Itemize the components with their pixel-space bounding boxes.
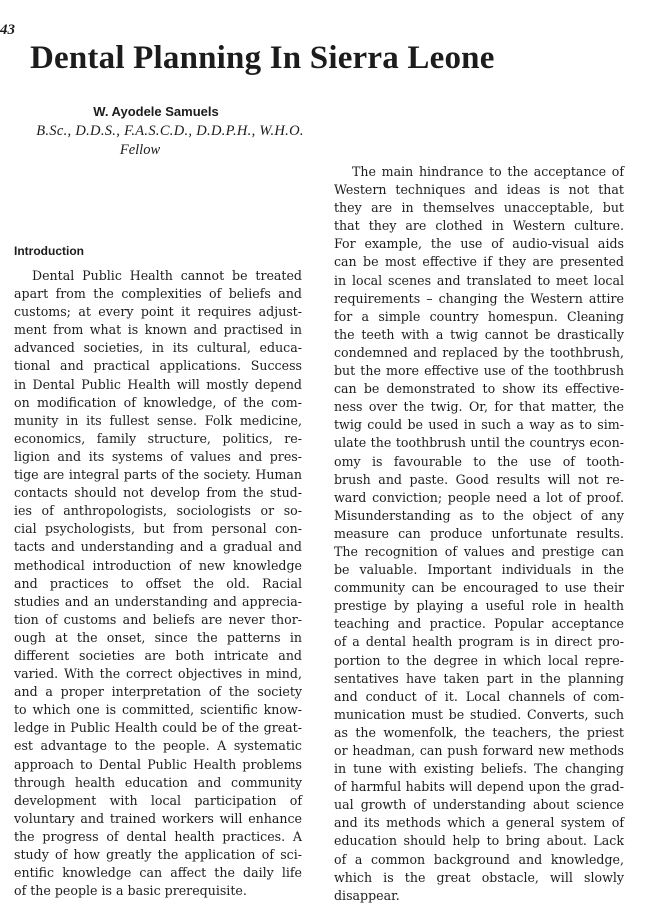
- text-line: munication must be studied. Converts, such: [334, 706, 624, 722]
- text-line: ledge in Public Health could be of the great-: [14, 720, 302, 736]
- text-line: entific knowledge can affect the daily life: [14, 865, 302, 881]
- text-line: ual growth of understanding about science: [334, 797, 624, 813]
- text-line: community can be encouraged to use their: [334, 580, 624, 596]
- text-line: voluntary and trained workers will enhance: [14, 810, 302, 826]
- text-line: customs; at every point it requires adjust-: [14, 304, 302, 320]
- text-line: sentatives have taken part in the planning: [334, 670, 624, 686]
- right-column: [334, 163, 624, 905]
- text-line: that they are clothed in Western culture.: [334, 218, 624, 234]
- text-line: can be most effective if they are presented: [334, 254, 624, 270]
- text-line: tional and practical applications. Success: [14, 358, 302, 374]
- text-line: which is the great obstacle, will slowly: [334, 869, 624, 885]
- text-line: methodical introduction of new knowledge: [14, 557, 302, 573]
- author-fellow: Fellow: [119, 142, 161, 158]
- text-line: Western techniques and ideas is not that: [334, 182, 624, 198]
- text-line: For example, the use of audio-visual aids: [334, 236, 624, 252]
- text-line: brush and paste. Good results will not re-: [334, 471, 624, 487]
- text-line: portion to the degree in which local repre-: [334, 652, 624, 668]
- text-line: omy is favourable to the use of tooth-: [334, 453, 624, 469]
- author-name: W. Ayodele Samuels: [93, 104, 219, 119]
- text-line: on modification of knowledge, of the com-: [14, 394, 302, 410]
- text-line: of a common background and knowledge,: [334, 851, 624, 867]
- text-line: be valuable. Important individuals in the: [334, 562, 624, 578]
- text-line: ness over the twig. Or, for that matter, the: [334, 399, 624, 415]
- text-line: Dental Public Health cannot be treated: [32, 268, 302, 283]
- text-line: of harmful habits will depend upon the grad-: [334, 779, 624, 795]
- text-line: ulate the toothbrush until the countrys econ-: [334, 435, 624, 451]
- text-line: cial psychologists, but from personal con-: [14, 521, 302, 537]
- text-line: est advantage to the people. A systematic: [14, 738, 302, 754]
- author-credentials: B.Sc., D.D.S., F.A.S.C.D., D.D.P.H., W.H.O.: [36, 123, 304, 139]
- text-line: of the people is a basic prerequisite.: [14, 883, 247, 899]
- text-line: ligion and its systems of values and pres-: [14, 448, 302, 464]
- text-line: advanced societies, in its cultural, educa-: [14, 340, 302, 356]
- text-line: and practices to offset the old. Racial: [14, 575, 302, 591]
- text-line: the teeth with a twig cannot be drastically: [334, 326, 624, 342]
- left-column: [14, 267, 302, 900]
- text-line: different societies are both intricate and: [14, 647, 302, 663]
- text-line: can be demonstrated to show its effective-: [334, 381, 624, 397]
- text-line: condemned and replaced by the toothbrush,: [334, 344, 624, 360]
- text-line: twig could be used in such a way as to sim-: [334, 417, 624, 433]
- text-line: ward conviction; people need a lot of proof.: [334, 489, 624, 505]
- text-line: in local scenes and translated to meet local: [334, 272, 624, 288]
- text-line: The main hindrance to the acceptance of: [352, 164, 624, 179]
- text-line: study of how greatly the application of sci-: [14, 847, 302, 862]
- text-line: munity in its fullest sense. Folk medicine,: [14, 412, 302, 428]
- text-line: tacts and understanding and a gradual and: [14, 539, 302, 555]
- article-title: Dental Planning In Sierra Leone: [30, 40, 495, 76]
- text-line: as the womenfolk, the teachers, the priest: [334, 724, 624, 740]
- text-line: through health education and community: [14, 774, 302, 790]
- text-line: disappear.: [334, 887, 400, 903]
- text-line: studies and an understanding and apprecia-: [14, 593, 302, 609]
- text-line: and its methods which a general system of: [334, 815, 624, 831]
- text-line: measure can produce unfortunate results.: [334, 525, 624, 541]
- text-line: varied. With the correct objectives in mind,: [14, 666, 302, 682]
- text-line: in Dental Public Health will mostly depend: [14, 376, 302, 392]
- text-line: for a simple country homespun. Cleaning: [334, 308, 624, 324]
- text-line: tige are integral parts of the society. Human: [14, 467, 302, 483]
- page-number: 43: [0, 22, 15, 38]
- author-block: [0, 104, 340, 159]
- text-line: or headman, can push forward new methods: [334, 743, 624, 758]
- section-heading: Introduction: [14, 244, 84, 258]
- text-line: in tune with existing beliefs. The changing: [334, 761, 624, 777]
- text-line: of a dental health program is in direct pro-: [334, 634, 624, 650]
- text-line: education should help to bring about. Lack: [334, 833, 624, 849]
- text-line: and conduct of it. Local channels of com-: [334, 688, 624, 704]
- text-line: The recognition of values and prestige can: [334, 543, 624, 559]
- text-line: the progress of dental health practices. A: [14, 828, 302, 844]
- text-line: requirements – changing the Western attire: [334, 290, 624, 306]
- text-line: ough at the onset, since the patterns in: [14, 629, 302, 645]
- text-line: economics, family structure, politics, re-: [14, 430, 302, 446]
- text-line: teaching and practice. Popular acceptance: [334, 616, 624, 632]
- text-line: contacts should not develop from the stud-: [14, 485, 302, 501]
- text-line: ment from what is known and practised in: [14, 322, 302, 338]
- text-line: tion of customs and beliefs are never thor-: [14, 611, 302, 627]
- text-line: ies of anthropologists, sociologists or so-: [14, 503, 302, 519]
- text-line: to which one is committed, scientific know-: [14, 702, 302, 718]
- text-line: Misunderstanding as to the object of any: [334, 507, 624, 523]
- text-line: development with local participation of: [14, 792, 302, 808]
- text-line: but the more effective use of the toothbrush: [334, 363, 624, 379]
- text-line: prestige by playing a useful role in health: [334, 598, 624, 614]
- text-line: apart from the complexities of beliefs and: [14, 286, 302, 302]
- text-line: approach to Dental Public Health problems: [14, 756, 302, 772]
- text-line: they are in themselves unacceptable, but: [334, 200, 624, 216]
- text-line: and a proper interpretation of the society: [14, 684, 302, 700]
